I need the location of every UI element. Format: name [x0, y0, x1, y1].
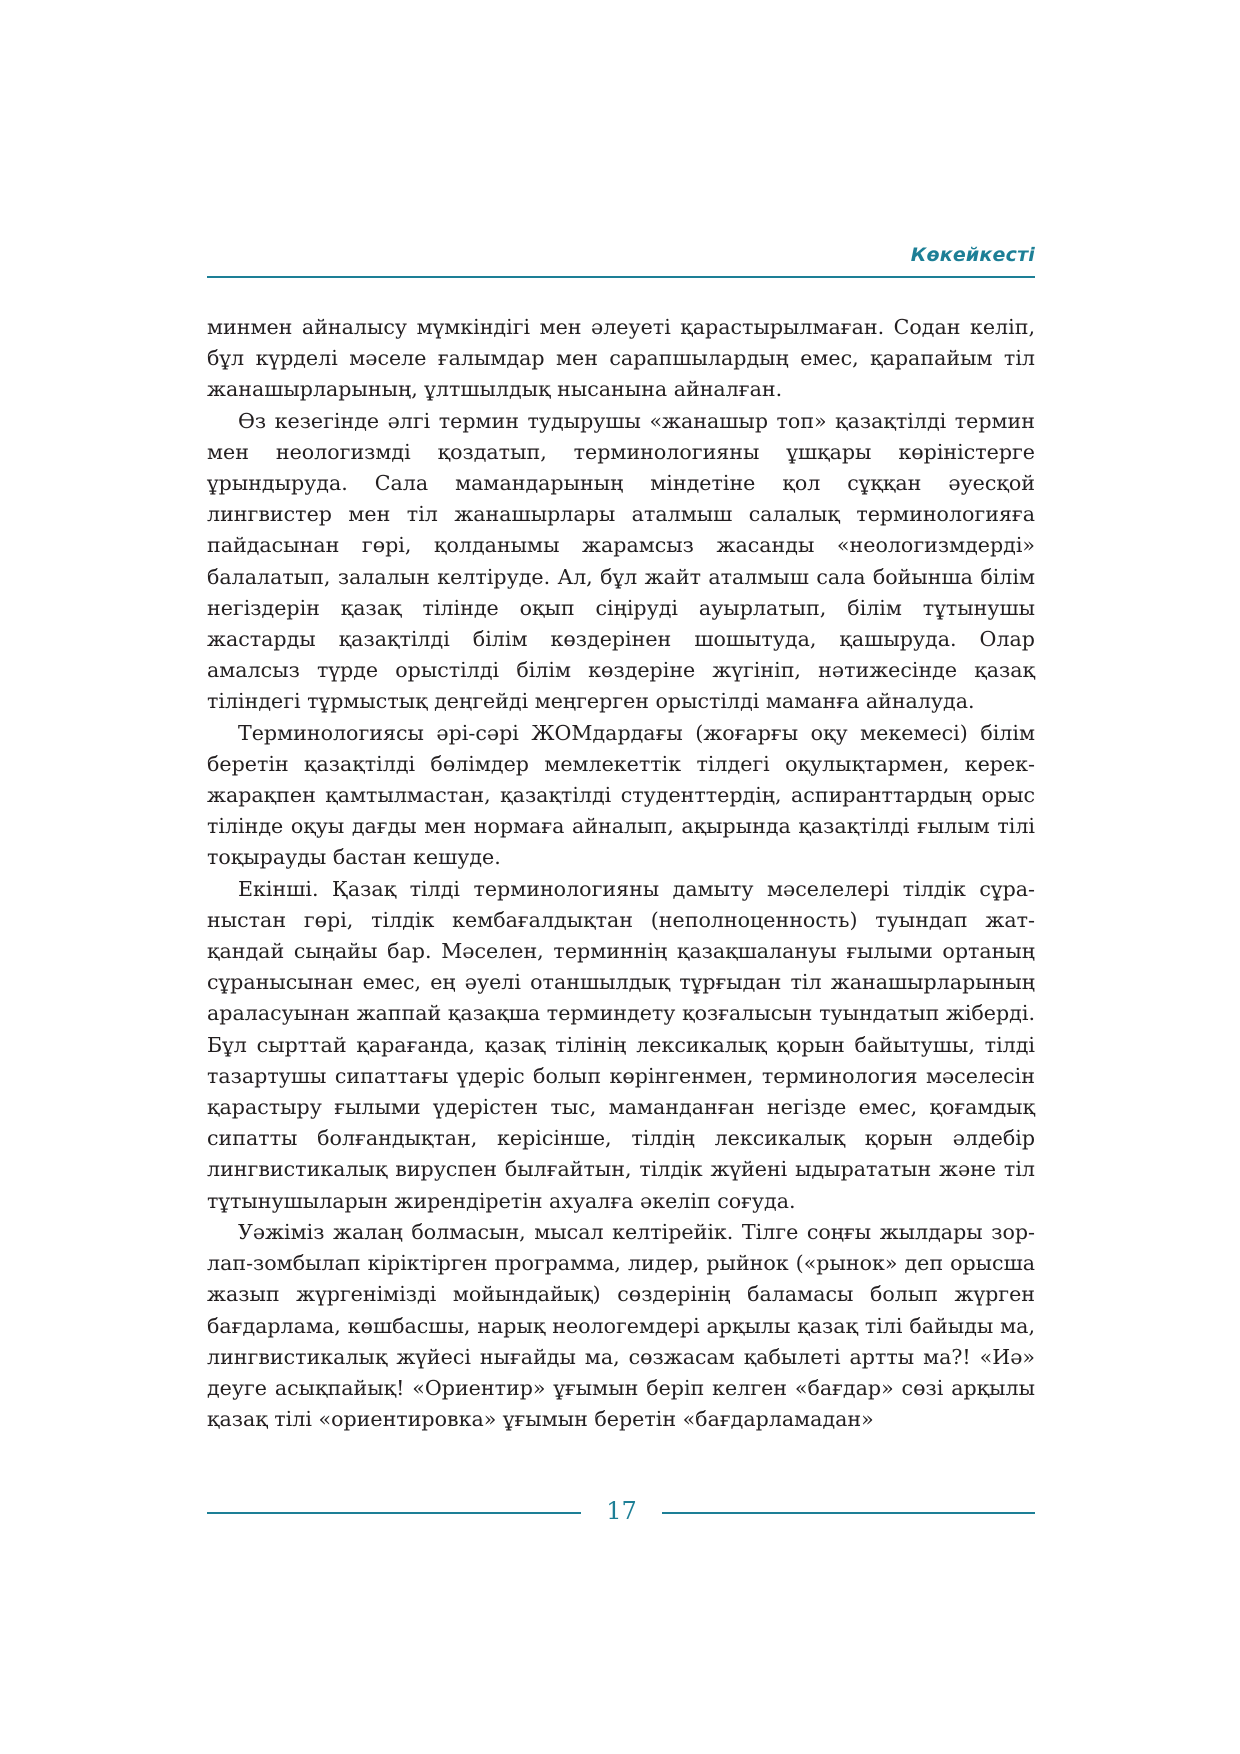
paragraph: Екінші. Қазақ тілді терминологияны дамыту мәселелері тілдік сұраныстан гөрі, тілдік кембағалдықтан (неполноценность) туындап жатқандай сыңайы бар. Мәселен, терминнің қазақшалануы ғылыми ортаның сұранысынан емес, ең әуелі отаншылдық тұрғыдан тіл жанашырларының араласуынан жаппай қазақша терминдету қозғалысын туындатып жіберді. Бұл сырттай қарағанда, қазақ тілінің лексикалық қорын байытушы, тілді тазартушы сипаттағы үдеріс болып көрінгенмен, терминология мәселесін қарастыру ғылыми үдерістен тыс, маманданған негізде емес, қоғамдық сипатты болғандықтан, керісінше, тілдің лексикалық қорын әлдебір лингвистикалық вируспен былғайтын, тілдік жүйені ыдырататын және тіл тұтынушыларын жирендіретін ахуалға әкеліп соғуда.	[207, 876, 1035, 1213]
header-divider	[207, 276, 1035, 278]
paragraph: Өз кезегінде әлгі термин тудырушы «жанашыр топ» қазақтілді термин мен неологизмді қоздатып, терминологияны ұшқары көріністерге ұрындыруда. Сала мамандарының міндетіне қол сұққан әуесқой лингвистер мен тіл жанашырлары аталмыш салалық терминологияға пайдасынан гөрі, қолданымы жарамсыз жасанды «неологизмдерді» балалатып, залалын келтіруде. Ал, бұл жайт аталмыш сала бойынша білім негіздерін қазақ тілінде оқып сіңіруді ауырлатып, білім тұтынушы жастарды қазақтілді білім көздерінен шошытуда, қашыруда. Олар амалсыз түрде орыстілді білім көздеріне жүгініп, нәтижесінде қазақ тіліндегі тұрмыстық деңгейді меңгерген орыстілді маманға айналуда.	[207, 408, 1035, 714]
page-number: 17	[606, 1497, 637, 1525]
body-text	[207, 312, 1035, 1435]
footer-divider-right	[662, 1512, 1035, 1514]
paragraph: Терминологиясы әрі-сәрі ЖОМдардағы (жоғарғы оқу мекемесі) білім беретін қазақтілді бөлімдер мемлекеттік тілдегі оқулықтармен, керек-жарақпен қамтылмастан, қазақтілді студенттердің, аспиранттардың орыс тілінде оқуы дағды мен нормаға айналып, ақырында қазақтілді ғылым тілі тоқырауды бастан кешуде.	[207, 720, 1035, 870]
running-header-title: Көкейкесті	[910, 244, 1035, 266]
paragraph-continued: минмен айналысу мүмкіндігі мен әлеуеті қарастырылмаған. Содан келіп, бұл күрделі мәселе ғалымдар мен сарапшылардың емес, қарапайым тіл жанашырларының, ұлтшылдық нысанына айналған.	[207, 315, 1035, 402]
paragraph: Уәжіміз жалаң болмасын, мысал келтірейік. Тілге соңғы жылдары зорлап-зомбылап кіріктірген программа, лидер, рыйнок («рынок» деп орысша жазып жүргенімізді мойындайық) сөздерінің баламасы болып жүрген бағдарлама, көшбасшы, нарық неологемдері арқылы қазақ тілі байыды ма, лингвистикалық жүйесі нығайды ма, сөзжасам қабылеті артты ма?! «Иә» деуге асықпайық! «Ориентир» ұғымын беріп келген «бағдар» сөзі арқылы қазақ тілі «ориентировка» ұғымын беретін «бағдарламадан»	[207, 1219, 1035, 1432]
footer-divider-left	[207, 1512, 581, 1514]
